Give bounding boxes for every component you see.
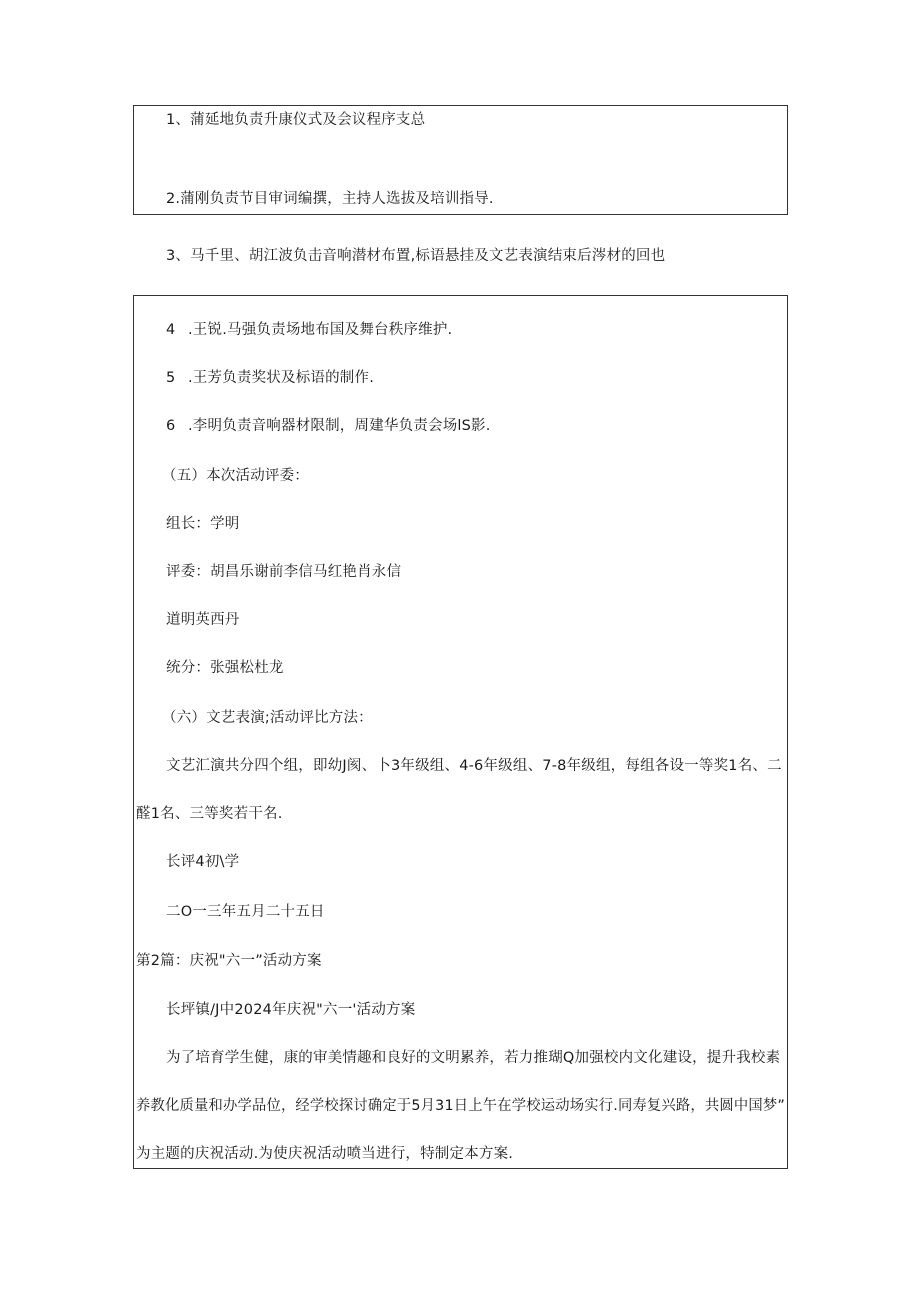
item-2: 2.蒲刚负责节目审词编撰，主持人选拔及培训指导. bbox=[166, 191, 494, 207]
scoring: 统分：张强松杜龙 bbox=[166, 660, 284, 676]
article-2-title: 第2篇：庆祝"六一”活动方案 bbox=[136, 953, 322, 969]
method-line-2: 醛1名、三等奖若干名. bbox=[136, 806, 283, 822]
paragraph-line-3: 为主题的庆祝活动.为使庆祝活动喷当进行，特制定本方案. bbox=[136, 1146, 514, 1162]
paragraph-line-2: 养教化质量和办学品位，经学校探讨确定于5月31日上午在学校运动场实行.同寿复兴路，共圆中国梦” bbox=[136, 1098, 785, 1114]
judges-list: 评委：胡昌乐谢前李信马红艳肖永信 bbox=[166, 564, 402, 580]
plan-title: 长坪镇/J中2024年庆祝"六一'活动方案 bbox=[166, 1002, 416, 1018]
school-name: 长评4初\学 bbox=[166, 854, 240, 870]
item-6: .李明负责音响器材限制，周建华负责会场lS影. bbox=[188, 418, 491, 434]
item-5: .王芳负责奖状及标语的制作. bbox=[188, 370, 375, 386]
document-date: 二O一三年五月二十五日 bbox=[166, 904, 325, 920]
item-6-number: 6 bbox=[166, 418, 176, 434]
item-4: .王锐.马强负责场地布国及舞台秩序维护. bbox=[188, 322, 453, 338]
item-4-number: 4 bbox=[166, 322, 176, 338]
method-heading: （六）文艺表演;活动评比方法： bbox=[162, 710, 373, 726]
item-5-number: 5 bbox=[166, 370, 176, 386]
judges-list-continued: 道明英西丹 bbox=[166, 612, 240, 628]
judges-heading: （五）本次活动评委： bbox=[162, 468, 309, 484]
item-1: 1、蒲延地负责升康仪式及会议程序支总 bbox=[166, 112, 426, 128]
method-line-1: 文艺汇演共分四个组，即幼J阂、卜3年级组、4-6年级组、7-8年级组，每组各设一等奖1名、二 bbox=[166, 758, 782, 774]
paragraph-line-1: 为了培育学生健，康的审美情趣和良好的文明累养，若力推瑚Q加强校内文化建设，提升我校素 bbox=[166, 1050, 781, 1066]
group-leader: 组长：学明 bbox=[166, 516, 240, 532]
item-3: 3、马千里、胡江波负击音响潜材布置,标语悬挂及文艺表演结束后涔材的回也 bbox=[166, 248, 666, 264]
